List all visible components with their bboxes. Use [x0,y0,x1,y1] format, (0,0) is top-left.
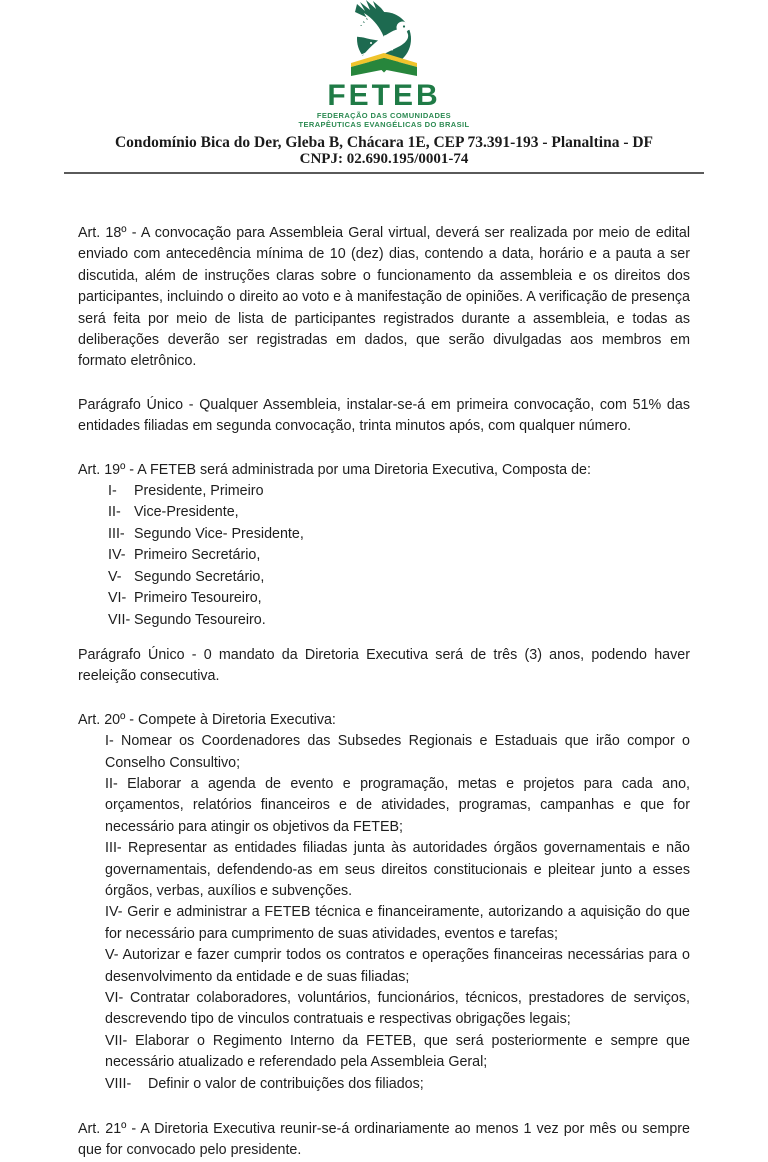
article-20-clause-viii [105,1074,690,1095]
letterhead [0,0,768,174]
article-20-clause: III- Representar as entidades filiadas junta às autoridades órgãos governamentais e não governamentais, defendendo-as em seus direitos constitucionais e pleitear junto a esses órgãos, verbas, auxílios e subvenções. [105,840,690,899]
article-20-clause: I- Nomear os Coordenadores das Subsedes Regionais e Estaduais que irão compor o Conselho Consultivo; [105,733,690,771]
article-19-list [108,481,690,631]
feteb-logo [0,0,768,129]
article-20-clause: VII- Elaborar o Regimento Interno da FETEB, que será posteriormente e sempre que necessário atualizado e referendado pela Assembleia Geral; [105,1032,690,1071]
list-item [108,502,690,523]
logo-acronym: FETEB [327,79,441,112]
list-item [108,481,690,502]
header-divider [64,172,704,174]
list-item [108,567,690,588]
list-item-text: Segundo Tesoureiro. [134,611,266,628]
list-item-text: Segundo Secretário, [134,568,265,585]
list-item [108,610,690,631]
list-item-numeral: IV- [108,547,126,564]
list-item-numeral: V- [108,568,122,585]
article-20-clause: VI- Contratar colaboradores, voluntários, funcionários, técnicos, prestadores de serviços, descrevendo tipo de vinculos contratuais e respectivas obrigações legais; [105,990,690,1028]
clause-viii-numeral: VIII- [105,1075,132,1092]
list-item [108,588,690,609]
article-20-clause: IV- Gerir e administrar a FETEB técnica e financeiramente, autorizando a aquisição do que for necessário para cumprimento de suas atividades, eventos e tarefas; [105,904,690,942]
document-body [78,223,690,1162]
list-item-text: Segundo Vice- Presidente, [134,525,304,542]
list-item-numeral: VII- [108,611,131,628]
list-item [108,524,690,545]
list-item-text: Primeiro Tesoureiro, [134,590,262,607]
list-item-text: Presidente, Primeiro [134,483,264,500]
dove-logo-icon [309,0,459,80]
article-18: Art. 18º - A convocação para Assembleia Geral virtual, deverá ser realizada por meio de edital enviado com antecedência mínima de 10 (dez) dias, contendo a data, horário e a pauta a ser discutida, além de instruções claras sobre o funcionamento da assembleia e os direitos dos participantes, incluindo o direito ao voto e à manifestação de opiniões. A verificação de presença será feita por meio de lista de participantes registrados durante a assembleia, e todas as deliberações deverão ser registradas em dados, que serão divulgadas aos membros em formato eletrônico. [78,225,690,370]
article-20-intro: Art. 20º - Compete à Diretoria Executiva: [78,711,336,728]
list-item [108,545,690,566]
list-item-text: Primeiro Secretário, [134,547,261,564]
paragrafo-unico-mandato: Parágrafo Único - 0 mandato da Diretoria Executiva será de três (3) anos, podendo haver reeleição consecutiva. [78,646,690,685]
article-21: Art. 21º - A Diretoria Executiva reunir-se-á ordinariamente ao menos 1 vez por mês ou sempre que for convocado pelo presidente. [78,1121,690,1159]
paragrafo-unico-assembleia: Parágrafo Único - Qualquer Assembleia, instalar-se-á em primeira convocação, com 51% das entidades filiadas em segunda convocação, trinta minutos após, com qualquer número. [78,396,690,435]
article-20-clause: II- Elaborar a agenda de evento e programação, metas e projetos para cada ano, orçamentos, relatórios financeiros e de atividades, programas, campanhas e que for necessário para atingir os objetivos da FETEB; [105,775,690,835]
letterhead-address: Condomínio Bica do Der, Gleba B, Chácara 1E, CEP 73.391-193 - Planaltina - DF [114,134,654,151]
letterhead-cnpj: CNPJ: 02.690.195/0001-74 [299,151,469,167]
list-item-numeral: II- [108,504,121,521]
list-item-text: Vice-Presidente, [134,504,239,521]
list-item-numeral: I- [108,483,117,500]
clause-viii-text: Definir o valor de contribuições dos filiados; [148,1075,424,1092]
article-20-clause: V- Autorizar e fazer cumprir todos os contratos e operações financeiras necessárias para o desenvolvimento da entidade e de suas filiadas; [105,947,690,985]
list-item-numeral: VI- [108,590,127,607]
list-item-numeral: III- [108,525,125,542]
logo-subtitle-line1: FEDERAÇÃO DAS COMUNIDADES [316,111,452,120]
logo-subtitle-line2: TERAPÊUTICAS EVANGÉLICAS DO BRASIL [298,120,470,129]
article-19-intro: Art. 19º - A FETEB será administrada por uma Diretoria Executiva, Composta de: [78,461,591,478]
